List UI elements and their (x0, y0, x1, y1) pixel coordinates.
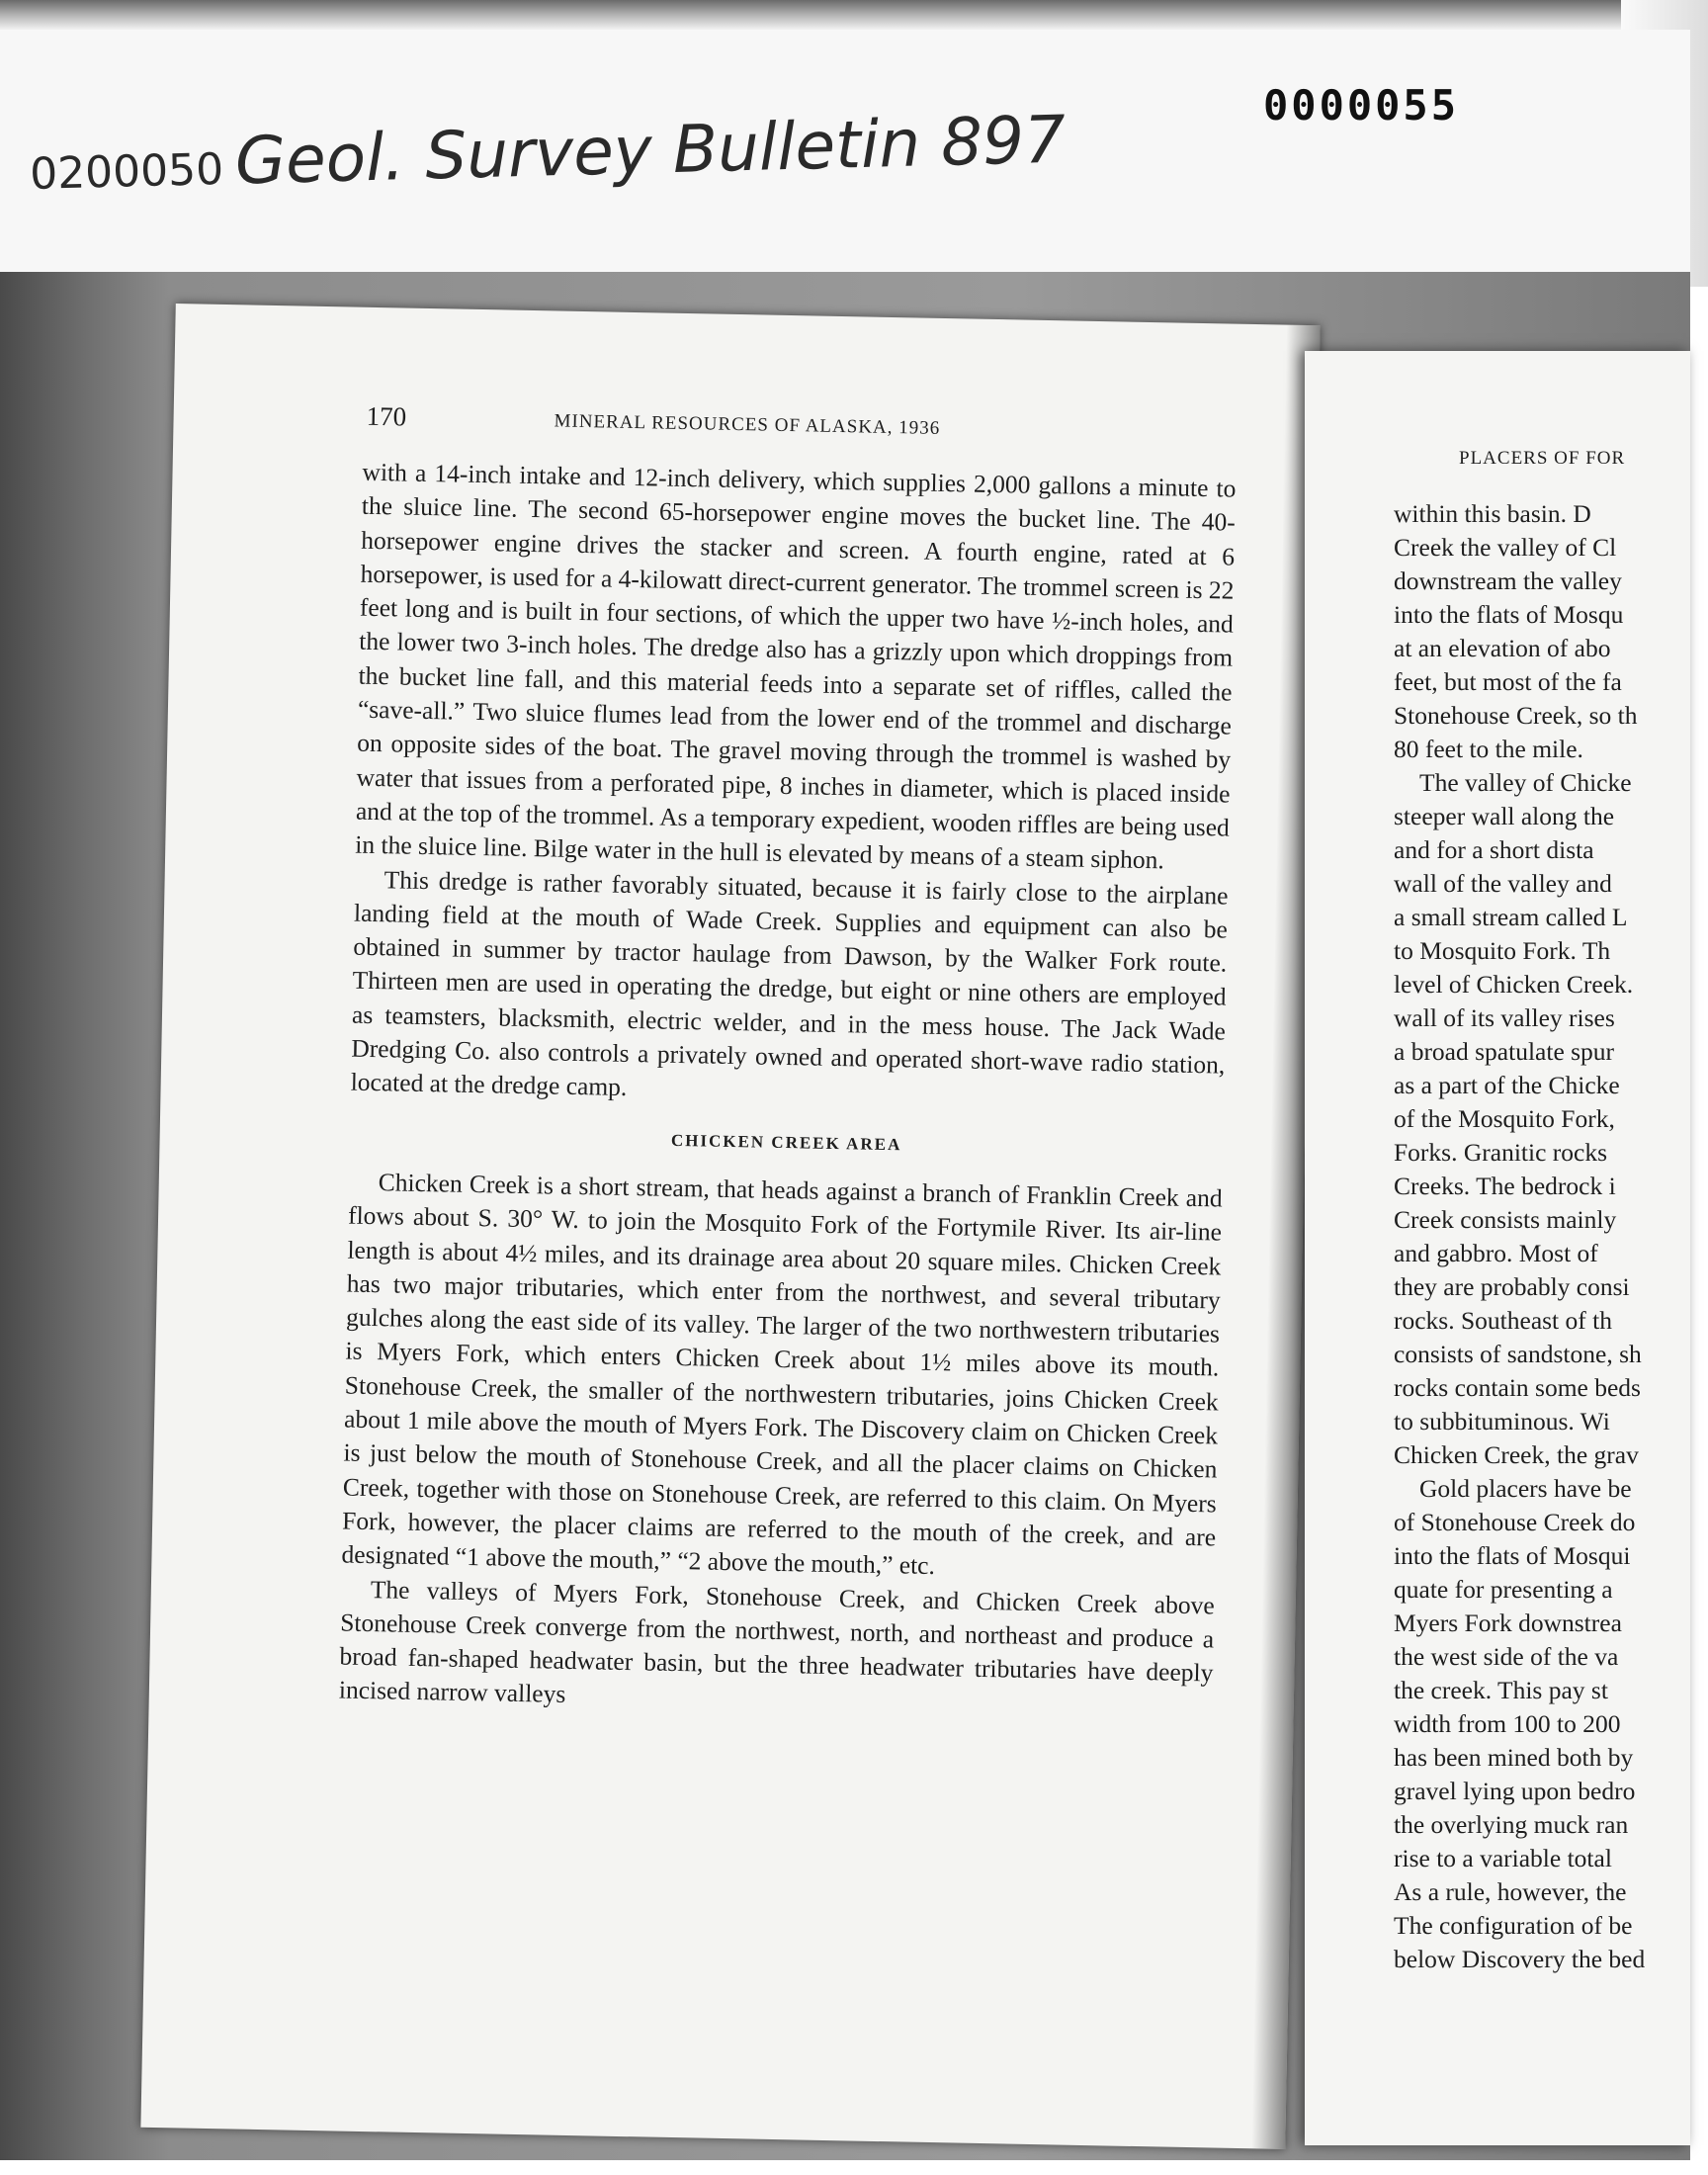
left-page (140, 304, 1320, 2149)
text-line: quate for presenting a (1394, 1575, 1613, 1604)
right-body-text (1394, 497, 1690, 1976)
text-line: wall of its valley rises (1394, 1003, 1615, 1032)
text-line: a broad spatulate spur (1394, 1037, 1615, 1066)
text-line: rocks contain some beds (1394, 1373, 1641, 1402)
scan-top-edge (0, 0, 1708, 30)
text-line: The valley of Chicke (1419, 768, 1632, 797)
handwritten-prefix: 0200050 (29, 143, 224, 200)
text-line: level of Chicken Creek. (1394, 970, 1634, 999)
text-line: to Mosquito Fork. Th (1394, 936, 1611, 965)
text-line: at an elevation of abo (1394, 634, 1611, 662)
text-line: the overlying muck ran (1394, 1810, 1629, 1839)
text-line: has been mined both by (1394, 1743, 1634, 1772)
text-line: of the Mosquito Fork, (1394, 1104, 1615, 1133)
text-line: wall of the valley and (1394, 869, 1612, 898)
paragraph: with a 14-inch intake and 12-inch delivery, which supplies 2,000 gallons a minute to the sluice line. The second 65-horsepower engine moves the bucket line. The 40-horsepower engine drives the stacker and screen. A fourth engine, rated at 6 horsepower, is used for a 4-kilowatt direct-current generator. The trommel screen is 22 feet long and is built in four sections, of which the upper two have ½-inch holes, and the lower two 3-inch holes. The dredge also has a grizzly upon which droppings from the bucket line fall, and this material feeds into a separate set of riffles, called the “save-all.” Two sluice flumes lead from the lower end of the trommel and discharge on opposite sides of the boat. The gravel moving through the trommel is washed by water that issues from a perforated pipe, 8 inches in diameter, which is placed inside and at the top of the trommel. As a temporary expedient, wooden riffles are being used in the sluice line. Bilge water in the hull is elevated by means of a steam siphon. (355, 457, 1237, 875)
text-line: to subbituminous. Wi (1394, 1407, 1610, 1436)
text-line: gravel lying upon bedro (1394, 1777, 1636, 1805)
text-line: rise to a variable total (1394, 1844, 1612, 1872)
text-line: steeper wall along the (1394, 802, 1615, 830)
paragraph: The valleys of Myers Fork, Stonehouse Creek, and Chicken Creek above Stonehouse Creek converge from the northwest, north, and northeast and produce a broad fan-shaped headwater basin, but the three headwater tributaries have deeply incised narrow valleys (338, 1574, 1216, 1709)
text-line: into the flats of Mosqui (1394, 1541, 1631, 1570)
text-line: The configuration of be (1394, 1911, 1633, 1940)
text-line: Myers Fork downstrea (1394, 1609, 1622, 1637)
section-heading: CHICKEN CREEK AREA (670, 1130, 902, 1154)
page-number: 170 (366, 400, 407, 432)
text-line: Gold placers have be (1419, 1474, 1632, 1503)
left-running-title: MINERAL RESOURCES OF ALASKA, 1936 (554, 410, 941, 439)
folder-id-stamp: 0000055 (1263, 81, 1460, 130)
text-line: as a part of the Chicke (1394, 1071, 1620, 1099)
text-line: the creek. This pay st (1394, 1676, 1608, 1704)
left-running-head (366, 401, 1227, 458)
text-line: of Stonehouse Creek do (1394, 1508, 1636, 1536)
text-line: into the flats of Mosqu (1394, 600, 1624, 629)
right-running-title: PLACERS OF FOR (1459, 448, 1626, 469)
text-line: Creek consists mainly (1394, 1205, 1617, 1234)
text-line: Stonehouse Creek, so th (1394, 701, 1638, 730)
text-line: within this basin. D (1394, 499, 1591, 528)
text-line: and gabbro. Most of (1394, 1239, 1598, 1267)
text-line: rocks. Southeast of th (1394, 1306, 1612, 1335)
paragraph: This dredge is rather favorably situated, because it is fairly close to the airplane landing field at the mouth of Wade Creek. Supplies and equipment can also be obtained in summer by tractor haulage from Dawson, by the Walker Fork route. Thirteen men are used in operating the dredge, but eight or nine others are employed as teamsters, blacksmith, electric welder, and in the mess house. The Jack Wade Dredging Co. also controls a privately owned and operated short-wave radio station, located at the dredge camp. (350, 864, 1229, 1102)
text-line: As a rule, however, the (1394, 1877, 1627, 1906)
text-line: and for a short dista (1394, 835, 1594, 864)
text-line: a small stream called L (1394, 903, 1628, 931)
right-page (1305, 351, 1690, 2145)
text-line: below Discovery the bed (1394, 1945, 1646, 1973)
text-line: they are probably consi (1394, 1272, 1630, 1301)
text-line: width from 100 to 200 (1394, 1709, 1621, 1738)
text-line: Forks. Granitic rocks (1394, 1138, 1608, 1167)
folder-header-strip (0, 30, 1690, 272)
text-line: Creeks. The bedrock i (1394, 1172, 1616, 1200)
text-line: Creek the valley of Cl (1394, 533, 1617, 562)
handwritten-title: Geol. Survey Bulletin 897 (233, 101, 1067, 200)
handwritten-annotation (29, 102, 1067, 205)
text-line: the west side of the va (1394, 1642, 1619, 1671)
paragraph: Chicken Creek is a short stream, that heads against a branch of Franklin Creek and flows about S. 30° W. to join the Mosquito Fork of the Fortymile River. Its air-line length is about 4½ miles, and its drainage area about 20 square miles. Chicken Creek has two major tributaries, which enter from the northwest, and several tributary gulches along the east side of its valley. The larger of the two northwestern tributaries is Myers Fork, which enters Chicken Creek about 1½ miles above its mouth. Stonehouse Creek, the smaller of the northwestern tributaries, joins Chicken Creek about 1 mile above the mouth of Myers Fork. The Discovery claim on Chicken Creek is just below the mouth of Stonehouse Creek, and all the placer claims on Chicken Creek, together with those on Stonehouse Creek, are referred to this claim. On Myers Fork, however, the placer claims are referred to the mouth of the creek, and are designated “1 above the mouth,” “2 above the mouth,” etc. (341, 1168, 1223, 1581)
left-body-text (339, 456, 1237, 1724)
text-line: downstream the valley (1394, 566, 1622, 595)
text-line: feet, but most of the fa (1394, 667, 1622, 696)
text-line: Chicken Creek, the grav (1394, 1440, 1639, 1469)
text-line: 80 feet to the mile. (1394, 735, 1583, 763)
text-line: consists of sandstone, sh (1394, 1340, 1642, 1368)
